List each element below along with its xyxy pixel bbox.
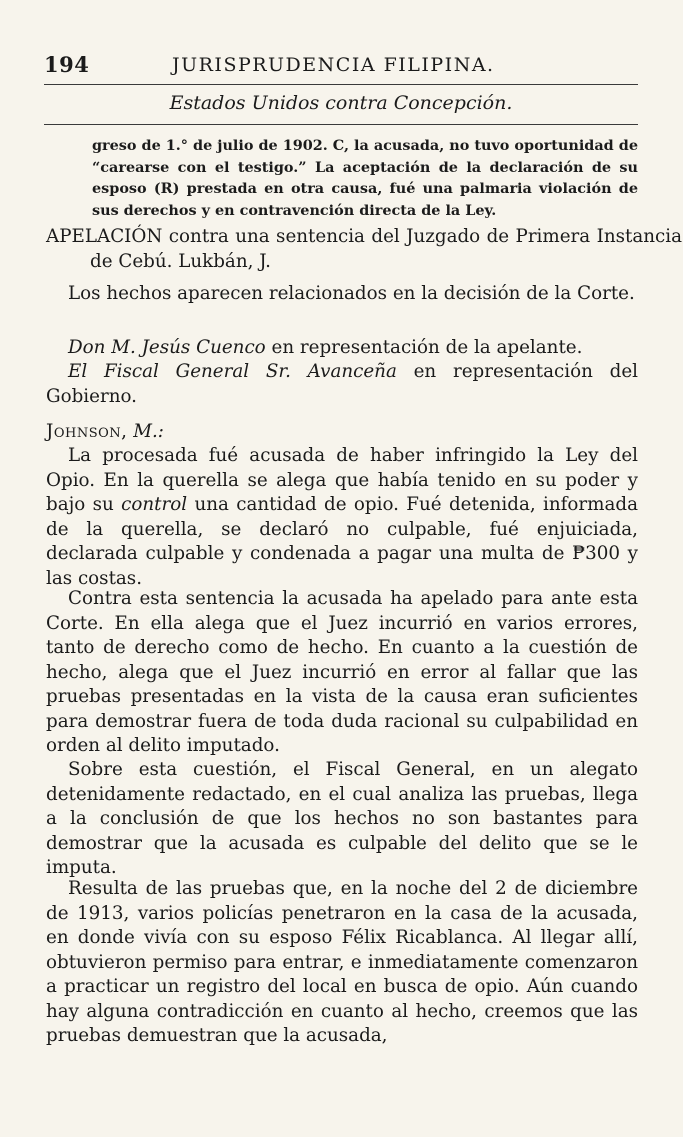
judge-line <box>46 420 638 445</box>
opinion-paragraph-3: Sobre esta cuestión, el Fiscal General, en un alegato detenidamente redactado, en el cual analiza las pruebas, llega a la conclusión de que los hechos no son bastantes para demostrar que la acusada es culpable del delito que se le imputa. <box>46 759 638 878</box>
counsel-government <box>46 360 638 409</box>
syllabus-text: greso de 1.° de julio de 1902. C, la acusada, no tuvo oportunidad de “carearse con el testigo.” La aceptación de la declaración de su esposo (R) prestada en otra causa, fué una palmaria violación de sus derechos y en contravención directa de la Ley. <box>92 137 638 219</box>
counsel-appellant <box>46 336 638 361</box>
appeal-label: APELACIÓN <box>46 226 163 247</box>
p1-text-a: La procesada fué acusada de haber infringido la Ley del Opio. En la querella se alega que había tenido en su poder y bajo su <box>46 445 638 515</box>
appeal-text: contra una sentencia del Juzgado de Primera Instancia de Cebú. Lukbán, J. <box>90 226 682 272</box>
opinion-paragraph-2: Contra esta sentencia la acusada ha apelado para ante esta Corte. En ella alega que el Juez incurrió en varios errores, tanto de derecho como de hecho. En cuanto a la cuestión de hecho, alega que el Juez incurrió en error al fallar que las pruebas presentadas en la vista de la causa eran suficientes para demostrar fuera de toda duda racional su culpabilidad en orden al delito imputado. <box>46 588 638 756</box>
page-header <box>44 52 638 86</box>
government-counsel-name: El Fiscal General Sr. Avanceña <box>68 361 397 382</box>
opinion-paragraph-4: Resulta de las pruebas que, en la noche del 2 de diciembre de 1913, varios policías penetraron en la casa de la acusada, en donde vivía con su esposo Félix Ricablanca. Al llegar allí, obtuvieron permiso para entrar, e inmediatamente comenzaron a practicar un registro del local en busca de opio. Aún cuando hay alguna contradicción en cuanto al hecho, creemos que las pruebas demuestran que la acusada, <box>46 878 638 1046</box>
case-title: Estados Unidos contra Concepción. <box>169 92 513 114</box>
opinion-paragraph-1 <box>46 444 638 591</box>
running-title: JURISPRUDENCIA FILIPINA. <box>172 54 495 76</box>
header-rule <box>44 84 638 85</box>
appellant-counsel-name: Don M. Jesús Cuenco <box>68 337 266 358</box>
government-counsel-role: en representación del Gobierno. <box>46 361 638 407</box>
appellant-counsel-role: en representación de la apelante. <box>265 337 583 358</box>
subheader-rule <box>44 124 638 125</box>
p1-text-b: una cantidad de opio. Fué detenida, informada de la querella, se declaró no culpable, fué enjuiciada, declarada culpable y condenada a pagar una multa de ₱300 y las costas. <box>46 494 638 589</box>
judge-title: M.: <box>133 421 164 442</box>
appeal-paragraph <box>46 225 682 274</box>
judge-name: Johnson, <box>46 421 128 442</box>
facts-paragraph: Los hechos aparecen relacionados en la decisión de la Corte. <box>68 283 635 304</box>
p1-italic-word: control <box>121 494 188 515</box>
page-number: 194 <box>44 52 90 77</box>
